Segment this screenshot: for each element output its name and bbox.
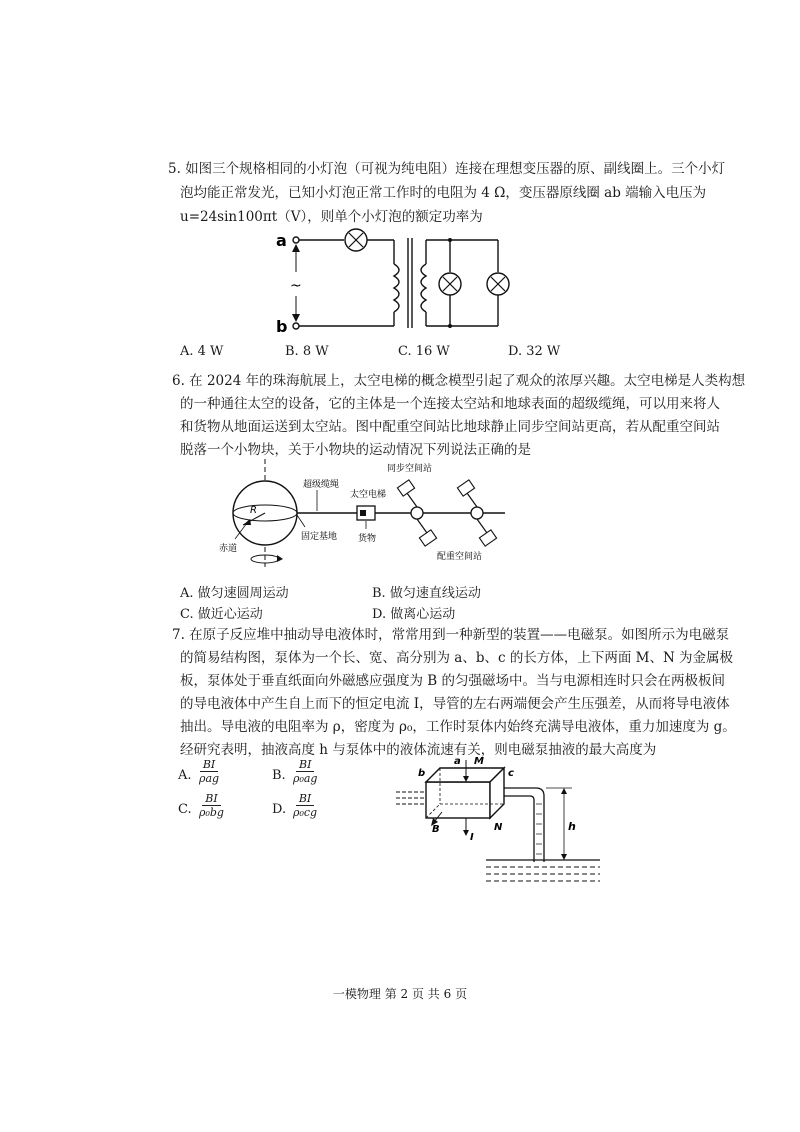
q7-option-d (272, 802, 286, 817)
q7-line-6: 经研究表明，抽液高度 h 与泵体中的液体流速有关，则电磁泵抽液的最大高度为 (180, 742, 657, 758)
q7-option-b-denominator: ρ₀ag (293, 772, 318, 785)
q6-option-b: B. 做匀速直线运动 (372, 586, 481, 601)
edge-b-label: b (418, 768, 426, 779)
q7-option-b-numerator: BI (296, 758, 314, 772)
q7-option-a-numerator: BI (200, 758, 218, 772)
q6-line-2: 的一种通往太空的设备，它的主体是一个连接太空站和地球表面的超级缆绳，可以用来将人 (180, 396, 720, 412)
height-h-label: h (568, 820, 576, 833)
rotation-arrow-icon (277, 555, 283, 562)
radius-label: R (250, 505, 257, 516)
current-i-label: I (470, 832, 474, 843)
q7-option-b (272, 768, 286, 783)
current-arrow-icon (463, 830, 469, 836)
q5-option-c: C. 16 W (398, 344, 450, 359)
primary-coil-icon (394, 264, 399, 312)
q7-option-a (178, 768, 192, 783)
q7-option-d-numerator: BI (296, 792, 314, 806)
edge-a-label: a (454, 756, 461, 767)
q7-option-c-numerator: BI (202, 792, 220, 806)
q5-option-b: B. 8 W (285, 344, 329, 359)
q7-option-c (178, 802, 192, 817)
q7-option-b-letter: B. (272, 768, 286, 783)
q7-line-4: 的导电液体中产生自上而下的恒定电流 I，导管的左右两端便会产生压强差，从而将导电液体 (180, 696, 730, 712)
q7-line-1: 7. 在原子反应堆中抽动导电液体时，常常用到一种新型的装置——电磁泵。如图所示为电磁泵 (172, 627, 730, 643)
q7-option-d-denominator: ρ₀cg (293, 806, 318, 819)
q7-line-5: 抽出。导电液的电阻率为 ρ，密度为 ρ₀，工作时泵体内始终充满导电液体，重力加速度为 g。 (180, 719, 736, 735)
transformer-circuit-diagram (270, 224, 540, 344)
q6-line-3: 和货物从地面运送到太空站。图中配重空间站比地球静止同步空间站更高，若从配重空间站 (180, 419, 720, 435)
field-b-label: B (432, 824, 440, 835)
space-elevator-diagram (205, 455, 535, 575)
sync-station-label: 同步空间站 (387, 464, 433, 474)
q7-option-d-letter: D. (272, 802, 287, 817)
terminal-a-label: a (276, 231, 287, 250)
plate-n-label: N (494, 822, 503, 833)
q5-option-d: D. 32 W (508, 344, 561, 359)
pump-body-icon (426, 782, 490, 818)
q7-option-a-fraction (196, 758, 222, 785)
outlet-pipe-icon (504, 788, 544, 862)
q6-option-a: A. 做匀速圆周运动 (180, 586, 289, 601)
q5-line-1: 5. 如图三个规格相同的小灯泡（可视为纯电阻）连接在理想变压器的原、副线圈上。三个小灯 (168, 161, 726, 177)
q7-line-2: 的简易结构图，泵体为一个长、宽、高分别为 a、b、c 的长方体，上下两面 M、N 为金属极 (180, 650, 734, 666)
fixed-base-label: 固定基地 (301, 532, 338, 542)
equator-label: 赤道 (219, 544, 238, 554)
terminal-b-label: b (276, 317, 288, 336)
q5-option-a: A. 4 W (180, 344, 224, 359)
q6-option-d: D. 做离心运动 (372, 607, 456, 622)
q7-option-a-letter: A. (178, 768, 192, 783)
q5-line-3: u=24sin100πt（V），则单个小灯泡的额定功率为 (180, 209, 483, 225)
q7-option-c-letter: C. (178, 802, 192, 817)
q7-option-b-fraction (290, 758, 320, 785)
counterweight-label: 配重空间站 (437, 552, 483, 562)
cargo-label: 货物 (358, 534, 377, 544)
electromagnetic-pump-diagram (396, 752, 606, 892)
q5-line-2: 泡均能正常发光，已知小灯泡正常工作时的电阻为 4 Ω，变压器原线圈 ab 端输入电压为 (180, 185, 707, 201)
q7-option-c-denominator: ρ₀bg (199, 806, 224, 819)
q7-line-3: 板，泵体处于垂直纸面向外磁感应强度为 B 的匀强磁场中。当与电源相连时只会在两极板间 (180, 673, 726, 689)
q6-line-4: 脱落一个小物块，关于小物块的运动情况下列说法正确的是 (180, 442, 531, 458)
q6-option-c: C. 做近心运动 (180, 607, 263, 622)
elevator-label: 太空电梯 (350, 490, 387, 500)
edge-c-label: c (508, 768, 514, 779)
secondary-coil-icon (421, 264, 426, 312)
q7-option-d-fraction (290, 792, 320, 819)
q7-option-c-fraction (196, 792, 227, 819)
q7-option-a-denominator: ρag (199, 772, 220, 785)
page-footer: 一模物理 第 2 页 共 6 页 (332, 987, 468, 1001)
plate-m-label: M (474, 756, 484, 767)
cable-label: 超级缆绳 (303, 480, 340, 490)
ac-tilde-symbol: ~ (290, 278, 302, 294)
q6-line-1: 6. 在 2024 年的珠海航展上，太空电梯的概念模型引起了观众的浓厚兴趣。太空电梯是人类构想 (172, 373, 746, 389)
